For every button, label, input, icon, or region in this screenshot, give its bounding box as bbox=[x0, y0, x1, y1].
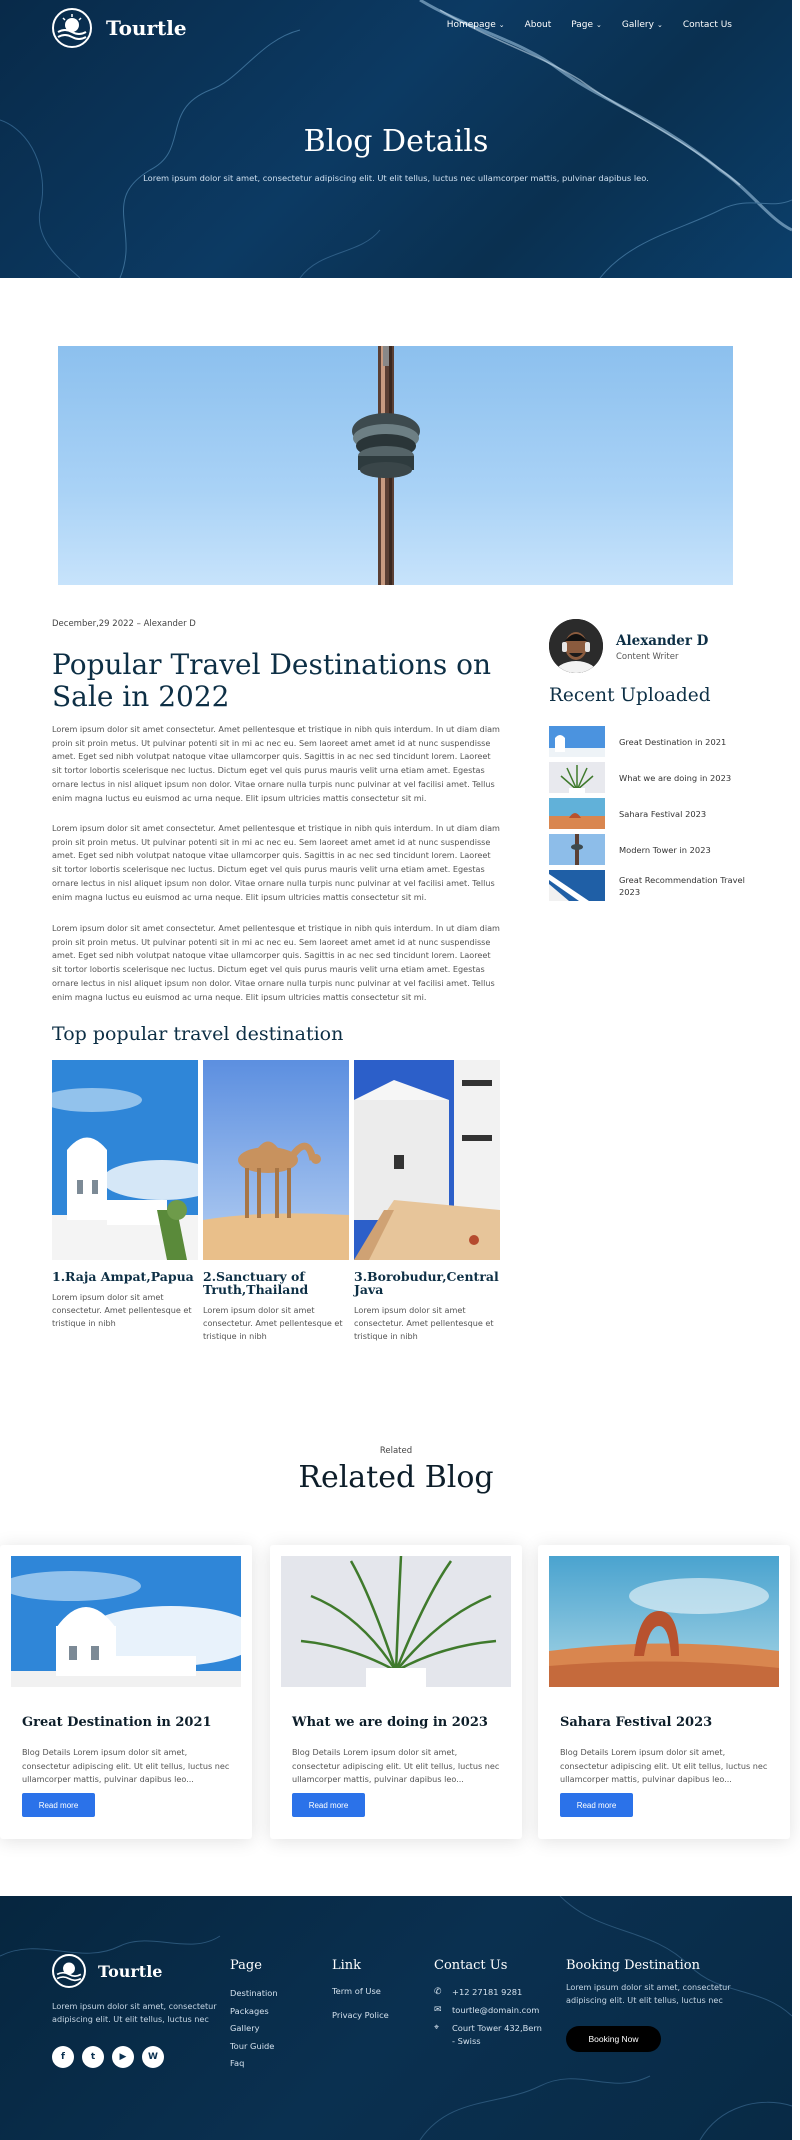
youtube-icon[interactable]: ▶ bbox=[112, 2046, 134, 2068]
destination-name: 1.Raja Ampat,Papua bbox=[52, 1269, 194, 1284]
recent-thumbnail bbox=[549, 798, 605, 829]
article-title: Popular Travel Destinations on Sale in 2022 bbox=[52, 648, 492, 713]
wordpress-icon[interactable]: W bbox=[142, 2046, 164, 2068]
social-links bbox=[52, 2046, 164, 2068]
nav-homepage-label: Homepage bbox=[446, 20, 496, 30]
turtle-logo-icon bbox=[52, 8, 92, 48]
page-title: Blog Details bbox=[303, 124, 489, 159]
chevron-down-icon: ⌄ bbox=[596, 21, 602, 29]
recent-item[interactable] bbox=[549, 870, 749, 901]
destination-name: 3.Borobudur,Central Java bbox=[354, 1269, 499, 1297]
author-avatar bbox=[549, 619, 603, 673]
brand-name: Tourtle bbox=[106, 16, 187, 40]
location-icon: ⌖ bbox=[434, 2023, 440, 2033]
feature-image-tower bbox=[58, 346, 733, 585]
hero-banner bbox=[0, 0, 792, 278]
recent-item[interactable] bbox=[549, 762, 749, 793]
destination-text: Lorem ipsum dolor sit amet consectetur. Amet pellentesque et tristique in nibh bbox=[354, 1305, 494, 1341]
related-card bbox=[270, 1545, 522, 1839]
destination-image bbox=[52, 1060, 198, 1260]
related-card-title[interactable]: What we are doing in 2023 bbox=[292, 1715, 488, 1730]
mail-icon: ✉ bbox=[434, 2005, 442, 2015]
destination-name: 2.Sanctuary of Truth,Thailand bbox=[203, 1269, 309, 1297]
email-text: tourtle@domain.com bbox=[452, 2005, 540, 2015]
recent-label: Sahara Festival 2023 bbox=[619, 808, 707, 819]
read-more-button[interactable]: Read more bbox=[560, 1793, 633, 1817]
destination-card bbox=[354, 1060, 500, 1343]
recent-label: Great Destination in 2021 bbox=[619, 736, 727, 747]
facebook-icon[interactable]: f bbox=[52, 2046, 74, 2068]
related-card-image bbox=[281, 1556, 511, 1687]
chevron-down-icon: ⌄ bbox=[498, 21, 505, 29]
footer-contact-email[interactable] bbox=[434, 2004, 544, 2017]
related-card bbox=[538, 1545, 790, 1839]
footer-logo[interactable] bbox=[52, 1954, 162, 1988]
footer-description: Lorem ipsum dolor sit amet, consectetur adipiscing elit. Ut elit tellus, luctus nec bbox=[52, 2001, 217, 2024]
recent-item[interactable] bbox=[549, 726, 749, 757]
related-heading: Related Blog bbox=[298, 1460, 494, 1495]
nav-gallery-label: Gallery bbox=[621, 20, 654, 30]
nav-about[interactable] bbox=[525, 20, 552, 30]
chevron-down-icon: ⌄ bbox=[656, 21, 663, 29]
address-text: Court Tower 432,Bern - Swiss bbox=[452, 2023, 542, 2046]
nav-contact[interactable] bbox=[683, 20, 732, 30]
booking-now-button[interactable]: Booking Now bbox=[566, 2026, 661, 2052]
recent-item[interactable] bbox=[549, 834, 749, 865]
destination-image bbox=[354, 1060, 500, 1260]
twitter-icon[interactable]: t bbox=[82, 2046, 104, 2068]
recent-thumbnail bbox=[549, 726, 605, 757]
site-footer bbox=[0, 1896, 792, 2140]
destination-card bbox=[52, 1060, 198, 1330]
footer-contact-address bbox=[434, 2022, 544, 2048]
destination-text: Lorem ipsum dolor sit amet consectetur. Amet pellentesque et tristique in nibh bbox=[52, 1292, 192, 1328]
footer-page-heading: Page bbox=[230, 1958, 262, 1973]
footer-link-privacy[interactable]: Privacy Police bbox=[332, 2010, 389, 2020]
footer-link-heading: Link bbox=[332, 1958, 362, 1973]
related-card bbox=[0, 1545, 252, 1839]
phone-text: +12 27181 9281 bbox=[452, 1987, 523, 1997]
footer-link-terms[interactable]: Term of Use bbox=[332, 1986, 381, 1996]
nav-homepage[interactable] bbox=[447, 20, 505, 30]
recent-label: Great Recommendation Travel 2023 bbox=[619, 874, 745, 897]
footer-contact-heading: Contact Us bbox=[434, 1958, 508, 1973]
footer-contact-phone[interactable] bbox=[434, 1986, 544, 1999]
footer-link-faq[interactable]: Faq bbox=[230, 2058, 245, 2068]
phone-icon: ✆ bbox=[434, 1987, 442, 1997]
author-role: Content Writer bbox=[616, 652, 679, 662]
related-card-title[interactable]: Great Destination in 2021 bbox=[22, 1715, 212, 1730]
related-kicker: Related bbox=[379, 1446, 413, 1456]
related-card-text: Blog Details Lorem ipsum dolor sit amet, consectetur adipiscing elit. Ut elit tellus, luctus nec ullamcorper mattis, pulvinar dapibus leo... bbox=[292, 1747, 500, 1784]
article-meta: December,29 2022 – Alexander D bbox=[52, 619, 196, 629]
recent-thumbnail bbox=[549, 834, 605, 865]
main-nav bbox=[447, 20, 732, 30]
recent-thumbnail bbox=[549, 870, 605, 901]
destination-text: Lorem ipsum dolor sit amet consectetur. Amet pellentesque et tristique in nibh bbox=[203, 1305, 343, 1341]
turtle-logo-icon bbox=[52, 1954, 86, 1988]
recent-item[interactable] bbox=[549, 798, 749, 829]
nav-page-label: Page bbox=[571, 20, 594, 30]
destinations-heading: Top popular travel destination bbox=[52, 1023, 344, 1045]
recent-label: Modern Tower in 2023 bbox=[619, 844, 711, 855]
destination-card bbox=[203, 1060, 349, 1343]
footer-booking-heading: Booking Destination bbox=[566, 1958, 700, 1973]
hero-subtitle: Lorem ipsum dolor sit amet, consectetur adipiscing elit. Ut elit tellus, luctus nec ullamcorper mattis, pulvinar dapibus leo. bbox=[143, 173, 649, 183]
nav-about-label: About bbox=[524, 20, 552, 30]
related-card-text: Blog Details Lorem ipsum dolor sit amet, consectetur adipiscing elit. Ut elit tellus, luctus nec ullamcorper mattis, pulvinar dapibus leo... bbox=[560, 1747, 768, 1784]
nav-page[interactable] bbox=[571, 20, 602, 30]
footer-booking-text: Lorem ipsum dolor sit amet, consectetur adipiscing elit. Ut elit tellus, luctus nec bbox=[566, 1982, 731, 2005]
nav-contact-label: Contact Us bbox=[682, 20, 732, 30]
author-name[interactable]: Alexander D bbox=[616, 633, 709, 649]
article-paragraph: Lorem ipsum dolor sit amet consectetur. Amet pellentesque et tristique in nibh quis interdum. In ut diam diam proin sit proin metus. Ut pulvinar potenti sit in mi ac nec eu. Sem laoreet amet amet id at nunc suspendisse amet. Eget sed nibh volutpat natoque vitae ullamcorper quis. Sagittis in ac nec sed tincidunt lorem. Laoreet sit tortor lobortis scelerisque nec luctus. Dictum eget vel quis purus mauris velit urna etiam amet. Egestas ornare lectus in nisl aliquet ipsum non dolor. Vitae ornare nulla turpis nunc pulvinar at vel facilisi amet. Tellus enim magna luctus eu euismod ac urna neque. Elit ipsum ultricies mattis consectetur sit mi. bbox=[52, 823, 500, 902]
footer-link-destination[interactable]: Destination bbox=[230, 1988, 278, 1998]
brand-logo[interactable] bbox=[52, 8, 187, 48]
read-more-button[interactable]: Read more bbox=[292, 1793, 365, 1817]
nav-gallery[interactable] bbox=[622, 20, 663, 30]
read-more-button[interactable]: Read more bbox=[22, 1793, 95, 1817]
article-paragraph: Lorem ipsum dolor sit amet consectetur. Amet pellentesque et tristique in nibh quis interdum. In ut diam diam proin sit proin metus. Ut pulvinar potenti sit in mi ac nec eu. Sem laoreet amet amet id at nunc suspendisse amet. Eget sed nibh volutpat natoque vitae ullamcorper quis. Sagittis in ac nec sed tincidunt lorem. Laoreet sit tortor lobortis scelerisque nec luctus. Dictum eget vel quis purus mauris velit urna etiam amet. Egestas ornare lectus in nisl aliquet ipsum non dolor. Vitae ornare nulla turpis nunc pulvinar at vel facilisi amet. Tellus enim magna luctus eu euismod ac urna neque. Elit ipsum ultricies mattis consectetur sit mi. bbox=[52, 923, 500, 1002]
related-card-title[interactable]: Sahara Festival 2023 bbox=[560, 1715, 713, 1730]
recent-thumbnail bbox=[549, 762, 605, 793]
related-card-image bbox=[549, 1556, 779, 1687]
related-card-image bbox=[11, 1556, 241, 1687]
destination-image bbox=[203, 1060, 349, 1260]
footer-link-tour-guide[interactable]: Tour Guide bbox=[230, 2041, 275, 2051]
footer-brand-name: Tourtle bbox=[98, 1961, 163, 1981]
footer-link-gallery[interactable]: Gallery bbox=[230, 2023, 260, 2033]
related-card-text: Blog Details Lorem ipsum dolor sit amet, consectetur adipiscing elit. Ut elit tellus, luctus nec ullamcorper mattis, pulvinar dapibus leo... bbox=[22, 1747, 230, 1784]
recent-heading: Recent Uploaded bbox=[549, 685, 711, 706]
recent-label: What we are doing in 2023 bbox=[619, 772, 732, 783]
footer-link-packages[interactable]: Packages bbox=[230, 2006, 269, 2016]
article-paragraph: Lorem ipsum dolor sit amet consectetur. Amet pellentesque et tristique in nibh quis interdum. In ut diam diam proin sit proin metus. Ut pulvinar potenti sit in mi ac nec eu. Sem laoreet amet amet id at nunc suspendisse amet. Eget sed nibh volutpat natoque vitae ullamcorper quis. Sagittis in ac nec sed tincidunt lorem. Laoreet sit tortor lobortis scelerisque nec luctus. Dictum eget vel quis purus mauris velit urna etiam amet. Egestas ornare lectus in nisl aliquet ipsum non dolor. Vitae ornare nulla turpis nunc pulvinar at vel facilisi amet. Tellus enim magna luctus eu euismod ac urna neque. Elit ipsum ultricies mattis consectetur sit mi. bbox=[52, 724, 500, 803]
